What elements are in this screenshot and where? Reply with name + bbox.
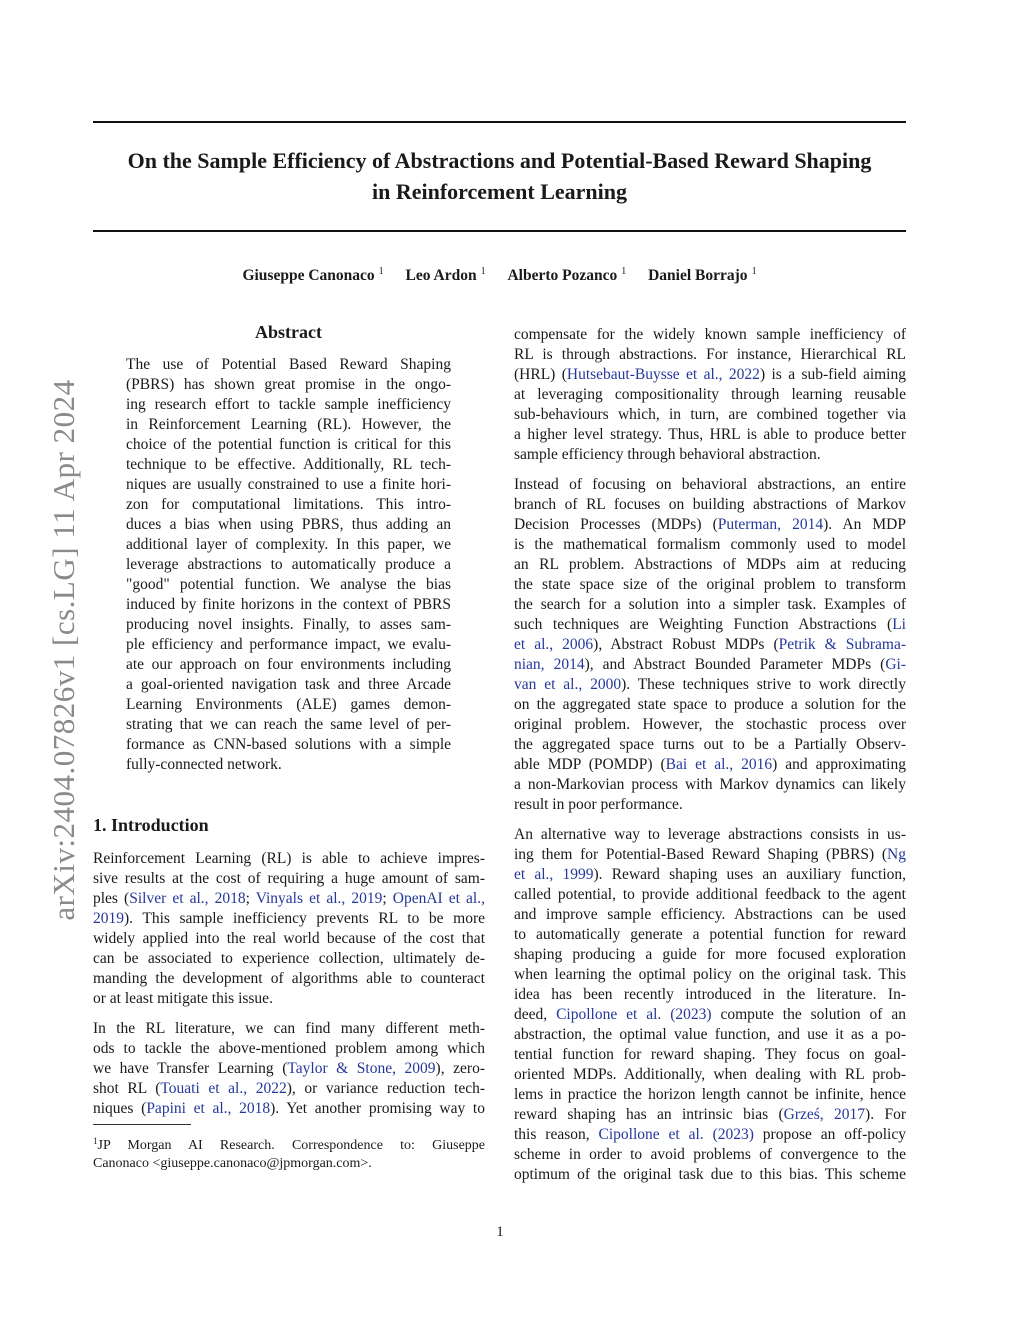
text-line: (PBRS) has shown great promise in the ongo- [126,376,451,393]
citation-link[interactable]: Silver et al., 2018 [129,890,246,907]
title-bottom-rule [93,230,906,232]
text-line: sub-behaviours which, in turn, are combined together via [514,406,906,423]
citation-link[interactable]: et al., 1999 [514,866,594,883]
text-line: formance as CNN-based solutions with a simple [126,736,451,753]
citation-link[interactable]: Hutsebaut-Buysse et al., 2022 [566,366,760,383]
text-line: (HRL) (Hutsebaut-Buysse et al., 2022) is a sub-field aiming [514,366,906,383]
text-line: to automatically generate a potential function for reward [514,926,906,943]
text-line: we have Transfer Learning (Taylor & Stone, 2009), zero- [93,1060,485,1077]
citation-link[interactable]: Gi- [885,656,906,673]
author [507,267,626,284]
text-line: called potential, to provide additional feedback to the agent [514,886,906,903]
text-line: ods to tackle the above-mentioned problem among which [93,1040,485,1057]
text-line: fully-connected network. [126,756,282,773]
text-line: at leveraging compositionality through learning reusable [514,386,906,403]
text-line: ple efficiency and performance impact, we evalu- [126,636,451,653]
text-line: An alternative way to leverage abstractions consists in us- [514,826,906,843]
text-line: optimum of the original task due to this bias. This scheme [514,1166,906,1183]
text-line: The use of Potential Based Reward Shaping [126,356,451,373]
author-name: Alberto Pozanco [507,267,618,284]
page-number: 1 [496,1224,504,1240]
text-line: tential function for reward shaping. They focus on goal- [514,1046,906,1063]
text-line: a non-Markovian process with Markov dynamics can likely [514,776,906,793]
text-line: ples (Silver et al., 2018; Vinyals et al., 2019; OpenAI et al., [93,890,485,907]
citation-link[interactable]: Ng [887,846,906,863]
citation-link[interactable]: Cipollone et al. (2023) [598,1126,754,1143]
text-line: $^1$JP Morgan AI Research. Correspondence to: Giuseppe [93,1136,485,1153]
title-line-1: On the Sample Efficiency of Abstractions and Potential-Based Reward Shaping [127,148,872,173]
text-line: technique to be effective. Additionally, RL tech- [126,456,451,473]
text-line: In the RL literature, we can find many different meth- [93,1020,485,1037]
text-line: sive results at the cost of requiring a huge amount of sam- [93,870,485,887]
text-line: Canonaco <giuseppe.canonaco@jpmorgan.com>. [93,1156,372,1171]
text-line: scheme in order to avoid problems of convergence to the [514,1146,906,1163]
citation-link[interactable]: Taylor & Stone, 2009 [287,1060,436,1077]
paper-title [93,145,906,207]
text-line: shot RL (Touati et al., 2022), or variance reduction tech- [93,1080,486,1097]
text-line: Instead of focusing on behavioral abstractions, an entire [514,476,906,493]
text-line: choice of the potential function is critical for this [126,436,451,453]
citation-link[interactable]: OpenAI et al., [392,890,485,907]
title-top-rule [93,121,906,123]
citation-link[interactable]: Puterman, 2014 [717,516,824,533]
text-line: this reason, Cipollone et al. (2023) propose an off-policy [514,1126,906,1143]
affiliation-marker: 1 [480,266,486,277]
text-line: RL is through abstractions. For instance, Hierarchical RL [514,346,906,363]
text-line: "good" potential function. We analyse the bias [126,576,451,593]
text-line: ing research effort to tackle sample inefficiency [126,396,451,413]
text-line: when learning the optimal policy on the original task. This [514,966,906,983]
footnote-marker: 1 [93,1136,98,1146]
text-line: the aggregated space turns out to be a Partially Observ- [514,736,906,753]
title-line-2: in Reinforcement Learning [371,179,627,204]
citation-link[interactable]: Grześ, 2017 [783,1106,866,1123]
citation-link[interactable]: Bai et al., 2016 [665,756,773,773]
text-line: lems in practice the horizon length cannot be infinite, hence [514,1086,906,1103]
affiliation-marker: 1 [751,266,757,277]
text-line: such techniques are Weighting Function Abstractions (Li [514,616,906,633]
text-line: branch of RL focuses on building abstractions of Markov [514,496,906,513]
text-line: duces a bias when using PBRS, thus adding an [126,516,451,533]
text-line: compensate for the widely known sample inefficiency of [514,326,906,343]
intro-paragraph-2 [93,1019,485,1119]
citation-link[interactable]: van et al., 2000 [514,676,622,693]
text-line: able MDP (POMDP) (Bai et al., 2016) and approximating [514,756,906,773]
text-line: and improve sample efficiency. Abstractions can be used [514,906,906,923]
citation-link[interactable]: et al., 2006 [514,636,594,653]
text-line: ate our approach on four environments including [126,656,451,673]
text-line: a goal-oriented navigation task and three Arcade [126,676,451,693]
text-line: sample efficiency through behavioral abstraction. [514,446,821,463]
text-line: et al., 1999). Reward shaping uses an auxiliary function, [514,866,907,883]
footnote-rule [93,1124,191,1125]
text-line: reward shaping has an intrinsic bias (Grześ, 2017). For [514,1106,906,1123]
text-line: leverage abstractions to automatically produce a [126,556,451,573]
author [406,267,486,284]
text-line: oriented MDPs. Additionally, when dealing with RL prob- [514,1066,906,1083]
text-line: or at least mitigate this issue. [93,990,273,1007]
arxiv-stamp: arXiv:2404.07826v1 [cs.LG] 11 Apr 2024 [46,379,81,921]
text-line: niques are usually constrained to use a finite hori- [126,476,451,493]
intro-paragraph-1 [93,849,485,1009]
citation-link[interactable]: nian, 2014 [514,656,585,673]
citation-link[interactable]: Petrik & Subrama- [778,636,906,653]
text-line: a higher level strategy. Thus, HRL is able to produce better [514,426,906,443]
text-line: additional layer of complexity. In this paper, we [126,536,451,553]
citation-link[interactable]: Li [892,616,906,633]
right-paragraph-1 [514,325,906,465]
text-line: Decision Processes (MDPs) (Puterman, 2014). An MDP [514,516,906,533]
text-line: 2019). This sample inefficiency prevents RL to be more [93,910,485,927]
text-line: the search for a solution into a simpler task. Examples of [514,596,906,613]
text-line: idea has been recently introduced in the literature. In- [514,986,906,1003]
text-line: et al., 2006), Abstract Robust MDPs (Petrik & Subrama- [514,636,906,653]
text-line: the state space size of the original problem to transform [514,576,906,593]
right-paragraph-2 [514,475,906,815]
text-line: deed, Cipollone et al. (2023) compute the solution of an [514,1006,906,1023]
author-name: Daniel Borrajo [648,267,748,284]
text-line: in Reinforcement Learning (RL). However, the [126,416,451,433]
author-name: Giuseppe Canonaco [242,267,375,284]
author [242,267,383,284]
citation-link[interactable]: Touati et al., 2022 [160,1080,287,1097]
citation-link[interactable]: Vinyals et al., 2019 [255,890,383,907]
text-line: shaping producing a guide for more focused exploration [514,946,906,963]
citation-link[interactable]: 2019 [93,910,124,927]
introduction-heading: 1. Introduction [93,815,209,835]
right-paragraph-3 [514,825,906,1185]
affiliation-marker: 1 [378,266,384,277]
text-line: nian, 2014), and Abstract Bounded Parameter MDPs (Gi- [514,656,906,673]
text-line: induced by finite horizons in the context of PBRS [126,596,451,613]
text-line: widely applied into the real world because of the cost that [93,930,485,947]
text-line: van et al., 2000). These techniques strive to work directly [514,676,906,693]
text-line: Learning Environments (ALE) games demon- [126,696,451,713]
text-line: manding the development of algorithms able to counteract [93,970,485,987]
footnote [93,1132,485,1173]
text-line: zon for computational limitations. This intro- [126,496,451,513]
author-name: Leo Ardon [405,267,477,284]
citation-link[interactable]: Cipollone et al. (2023) [556,1006,712,1023]
author [648,267,756,284]
affiliation-marker: 1 [621,266,627,277]
text-line: ing them for Potential-Based Reward Shaping (PBRS) (Ng [514,846,906,863]
abstract-body [126,355,451,775]
text-line: producing novel insights. Finally, to asses sam- [126,616,451,633]
text-line: is the mathematical formalism commonly used to model [514,536,906,553]
abstract-heading: Abstract [255,322,322,342]
citation-link[interactable]: Papini et al., 2018 [146,1100,271,1117]
text-line: original problem. However, the stochastic process over [514,716,906,733]
text-line: abstraction, the optimal value function, and use it as a po- [514,1026,906,1043]
text-line: Reinforcement Learning (RL) is able to achieve impres- [93,850,485,867]
text-line: result in poor performance. [514,796,683,813]
text-line: can be associated to experience collection, ultimately de- [93,950,485,967]
author-list [93,266,906,285]
text-line: strating that we can reach the same level of per- [126,716,451,733]
text-line: niques (Papini et al., 2018). Yet another promising way to [93,1100,485,1117]
text-line: on the aggregated state space to produce a solution for the [514,696,906,713]
text-line: an RL problem. Abstractions of MDPs aim at reducing [514,556,906,573]
